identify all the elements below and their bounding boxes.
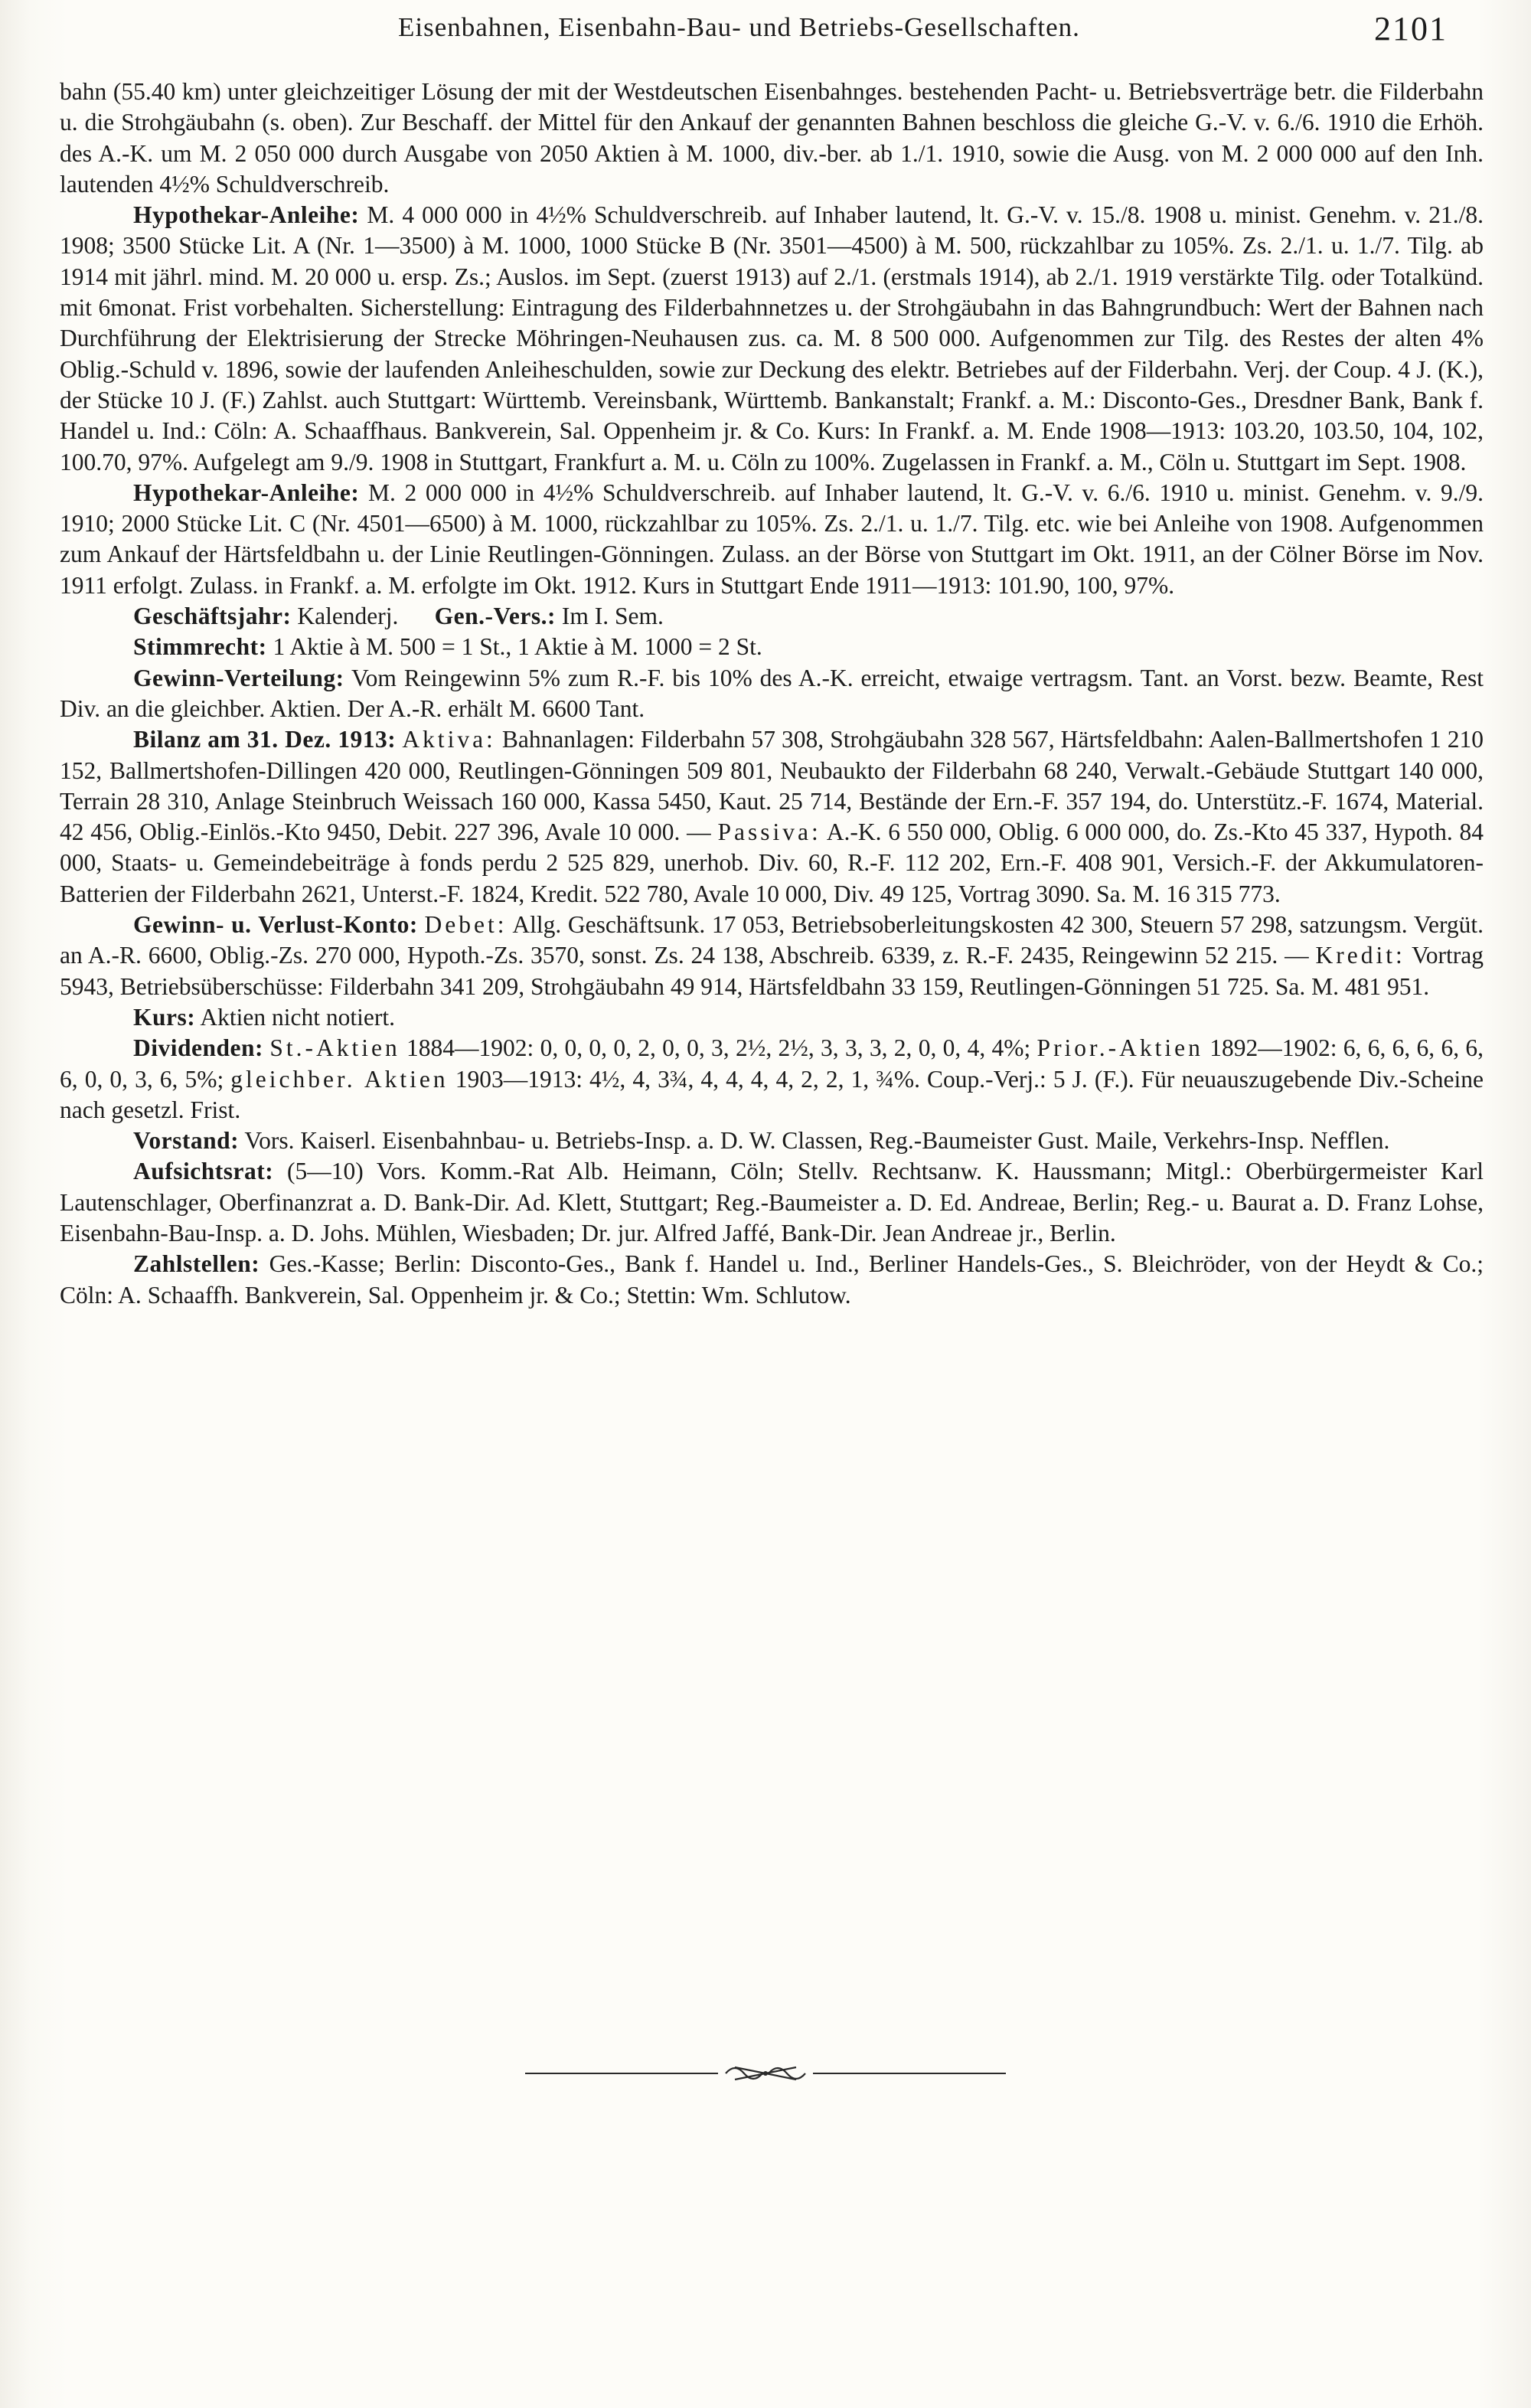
paragraph-fiscal-year bbox=[60, 601, 1484, 632]
section-text: M. 4 000 000 in 4½% Schuldverschreib. auf Inhaber lautend, lt. G.-V. v. 15./8. 1908 u. minist. Genehm. v. 21./8. 1908; 3500 Stücke Lit. A (Nr. 1—3500) à M. 1000, 1000 Stücke B (Nr. 3501—4500) à M. 500, rückzahlbar zu 105%. Zs. 2./1. u. 1./7. Tilg. ab 1914 mit jährl. mind. M. 20 000 u. ersp. Zs.; Auslos. im Sept. (zuerst 1913) auf 2./1. (erstmals 1914), ab 2./1. 1919 verstärkte Tilg. oder Totalkünd. mit 6monat. Frist vorbehalten. Sicherstellung: Eintragung des Filderbahnnetzes u. der Strohgäubahn in das Bahngrundbuch: Wert der Bahnen nach Durchführung der Elektrisierung der Strecke Möhringen-Neuhausen zus. ca. M. 8 500 000. Aufgenommen zur Tilg. des Restes der alten 4% Oblig.-Schuld v. 1896, sowie der laufenden Anleiheschulden, sowie zur Deckung des elektr. Betriebes auf der Filderbahn. Verj. der Coup. 4 J. (K.), der Stücke 10 J. (F.) Zahlst. auch Stuttgart: Württemb. Vereinsbank, Württemb. Bankanstalt; Frankf. a. M.: Disconto-Ges., Dresdner Bank, Bank f. Handel u. Ind.: Cöln: A. Schaaffhaus. Bankverein, Sal. Oppenheim jr. & Co. Kurs: In Frankf. a. M. Ende 1908—1913: 103.20, 103.50, 104, 102, 100.70, 97%. Aufgelegt am 9./9. 1908 in Stuttgart, Frankfurt a. M. u. Cöln zu 100%. Zugelassen in Frankf. a. M., Cöln u. Stuttgart im Sept. 1908. bbox=[60, 201, 1484, 475]
section-text: Im I. Sem. bbox=[555, 603, 664, 630]
section-text: 1903—1913: 4½, 4, 3¾, 4, 4, 4, 4, 2, 2, 1, ¾%. Coup.-Verj.: 5 J. (F.). Für neuauszugebende Div.-Scheine nach gesetzl. Frist. bbox=[60, 1065, 1484, 1123]
paragraph-intro-continuation: bahn (55.40 km) unter gleichzeitiger Lösung der mit der Westdeutschen Eisenbahnges. bestehenden Pacht- u. Betriebsverträge betr. die Filderbahn u. die Strohgäubahn (s. oben). Zur Beschaff. der Mittel für den Ankauf der genannten Bahnen beschloss die gleiche G.-V. v. 6./6. 1910 die Erhöh. des A.-K. um M. 2 050 000 durch Ausgabe von 2050 Aktien à M. 1000, div.-ber. ab 1./1. 1910, sowie die Ausg. von M. 2 000 000 auf den Inh. lautenden 4½% Schuldverschreib. bbox=[60, 78, 1484, 198]
st-aktien-label: St.-Aktien bbox=[269, 1034, 400, 1062]
paragraph-dividends bbox=[60, 1033, 1484, 1126]
paragraph-voting-right bbox=[60, 632, 1484, 662]
passiva-label: Passiva: bbox=[717, 818, 821, 846]
section-text: M. 2 000 000 in 4½% Schuldverschreib. auf Inhaber lautend, lt. G.-V. v. 6./6. 1910 u. minist. Genehm. v. 9./9. 1910; 2000 Stücke Lit. C (Nr. 4501—6500) à M. 1000, rückzahlbar zu 105%. Zs. 2./1. u. 1./7. Tilg. etc. wie bei Anleihe von 1908. Aufgenommen zum Ankauf der Härtsfeldbahn u. der Linie Reutlingen-Gönningen. Zulass. an der Börse von Stuttgart im Okt. 1911, an der Cölner Börse im Nov. 1911 erfolgt. Zulass. in Frankf. a. M. erfolgte im Okt. 1912. Kurs in Stuttgart Ende 1911—1913: 101.90, 100, 97%. bbox=[60, 479, 1484, 599]
section-text: 1884—1902: 0, 0, 0, 0, 2, 0, 0, 3, 2½, 2½, 3, 3, 3, 2, 0, 0, 4, 4%; bbox=[400, 1034, 1037, 1062]
section-label: Stimmrecht: bbox=[133, 633, 267, 661]
section-text: A.-K. 6 550 000, Oblig. 6 000 000, do. Zs.-Kto 45 337, Hypoth. 84 000, Staats- u. Gemeindebeiträge à fonds perdu 2 525 829, unerhob. Div. 60, R.-F. 112 202, Ern.-F. 408 901, Versich.-F. der Akkumulatoren-Batterien der Filderbahn 2621, Unterst.-F. 1824, Kredit. 522 780, Avale 10 000, Div. 49 125, Vortrag 3090. Sa. M. 16 315 773. bbox=[60, 818, 1484, 907]
ornament-rule-icon bbox=[0, 2058, 1531, 2089]
page-header bbox=[0, 9, 1531, 47]
section-text: Aktien nicht notiert. bbox=[195, 1003, 395, 1031]
section-text: 1892—1902: 6, 6, 6, 6, 6, 6, 6, 0, 0, 3, 6, 5%; bbox=[60, 1034, 1484, 1093]
section-label: Hypothekar-Anleihe: bbox=[133, 201, 360, 229]
debet-label: Debet: bbox=[424, 911, 508, 939]
paragraph-mortgage-loan-1910 bbox=[60, 478, 1484, 601]
section-label: Bilanz am 31. Dez. 1913: bbox=[133, 726, 397, 753]
prior-aktien-label: Prior.-Aktien bbox=[1036, 1034, 1203, 1062]
paragraph-profit-distribution bbox=[60, 663, 1484, 725]
paragraph-paying-agents bbox=[60, 1249, 1484, 1311]
section-label: Aufsichtsrat: bbox=[133, 1158, 274, 1185]
section-label: Zahlstellen: bbox=[133, 1250, 260, 1278]
section-text: (5—10) Vors. Komm.-Rat Alb. Heimann, Cöln; Stellv. Rechtsanw. K. Haussmann; Mitgl.: Oberbürgermeister Karl Lautenschlager, Oberfinanzrat a. D. Bank-Dir. Ad. Klett, Stuttgart; Reg.-Baumeister a. D. Ed. Andreae, Berlin; Reg.- u. Baurat a. D. Franz Lohse, Eisenbahn-Bau-Insp. a. D. Johs. Mühlen, Wiesbaden; Dr. jur. Alfred Jaffé, Bank-Dir. Jean Andreae jr., Berlin. bbox=[60, 1158, 1484, 1246]
section-text: 1 Aktie à M. 500 = 1 St., 1 Aktie à M. 1000 = 2 St. bbox=[266, 633, 762, 661]
running-title: Eisenbahnen, Eisenbahn-Bau- und Betriebs-Gesellschaften. bbox=[398, 12, 1080, 42]
section-text: Vom Reingewinn 5% zum R.-F. bis 10% des A.-K. erreicht, etwaige vertragsm. Tant. an Vorst. bezw. Beamte, Rest Div. an die gleichber. Aktien. Der A.-R. erhält M. 6600 Tant. bbox=[60, 664, 1484, 722]
section-text: Bahnanlagen: Filderbahn 57 308, Strohgäubahn 328 567, Härtsfeldbahn: Aalen-Ballmertshofen 1 210 152, Ballmertshofen-Dillingen 420 000, Reutlingen-Gönningen 509 801, Neubaukto der Filderbahn 68 240, Verwalt.-Gebäude Stuttgart 140 000, Terrain 28 310, Anlage Steinbruch Weissach 160 000, Kassa 5450, Kaut. 25 714, Bestände der Ern.-F. 357 194, do. Unterstütz.-F. 1674, Material. 42 456, Oblig.-Einlös.-Kto 9450, Debit. 227 396, Avale 10 000. — bbox=[60, 726, 1484, 846]
section-label: Gewinn-Verteilung: bbox=[133, 664, 344, 691]
section-label: Vorstand: bbox=[133, 1127, 240, 1155]
section-text: Vors. Kaiserl. Eisenbahnbau- u. Betriebs-Insp. a. D. W. Classen, Reg.-Baumeister Gust. Maile, Verkehrs-Insp. Nefflen. bbox=[239, 1127, 1390, 1155]
paragraph-balance-sheet bbox=[60, 724, 1484, 910]
section-label: Kurs: bbox=[133, 1003, 196, 1031]
paragraph-profit-loss-account bbox=[60, 910, 1484, 1002]
kredit-label: Kredit: bbox=[1315, 942, 1405, 969]
page-number: 2101 bbox=[1374, 10, 1448, 47]
section-label: Geschäftsjahr: bbox=[133, 603, 292, 630]
section-end-ornament bbox=[0, 2058, 1531, 2089]
section-text: Kalenderj. bbox=[291, 603, 399, 630]
body-text bbox=[60, 77, 1484, 1311]
section-text: Allg. Geschäftsunk. 17 053, Betriebsoberleitungskosten 42 300, Steuern 57 298, satzungsm. Vergüt. an A.-R. 6600, Oblig.-Zs. 270 000, Hypoth.-Zs. 3570, sonst. Zs. 24 138, Abschreib. 6339, z. R.-F. 2435, Reingewinn 52 215. — bbox=[60, 911, 1484, 969]
paragraph-supervisory-board bbox=[60, 1156, 1484, 1249]
paragraph-board bbox=[60, 1126, 1484, 1156]
section-label: Dividenden: bbox=[133, 1034, 264, 1062]
section-label: Gen.-Vers.: bbox=[434, 603, 556, 630]
section-label: Hypothekar-Anleihe: bbox=[133, 479, 360, 506]
aktiva-label: Aktiva: bbox=[402, 726, 496, 753]
paragraph-mortgage-loan-1908 bbox=[60, 200, 1484, 478]
paragraph-price bbox=[60, 1002, 1484, 1033]
section-text: Vortrag 5943, Betriebsüberschüsse: Filderbahn 341 209, Strohgäubahn 49 914, Härtsfeldbahn 33 159, Reutlingen-Gönningen 51 725. Sa. M. 481 951. bbox=[60, 942, 1484, 1000]
section-label: Gewinn- u. Verlust-Konto: bbox=[133, 911, 418, 939]
section-text: Ges.-Kasse; Berlin: Disconto-Ges., Bank f. Handel u. Ind., Berliner Handels-Ges., S. Bleichröder, von der Heydt & Co.; Cöln: A. Schaaffh. Bankverein, Sal. Oppenheim jr. & Co.; Stettin: Wm. Schlutow. bbox=[60, 1250, 1484, 1309]
gleichber-aktien-label: gleichber. Aktien bbox=[230, 1065, 449, 1093]
